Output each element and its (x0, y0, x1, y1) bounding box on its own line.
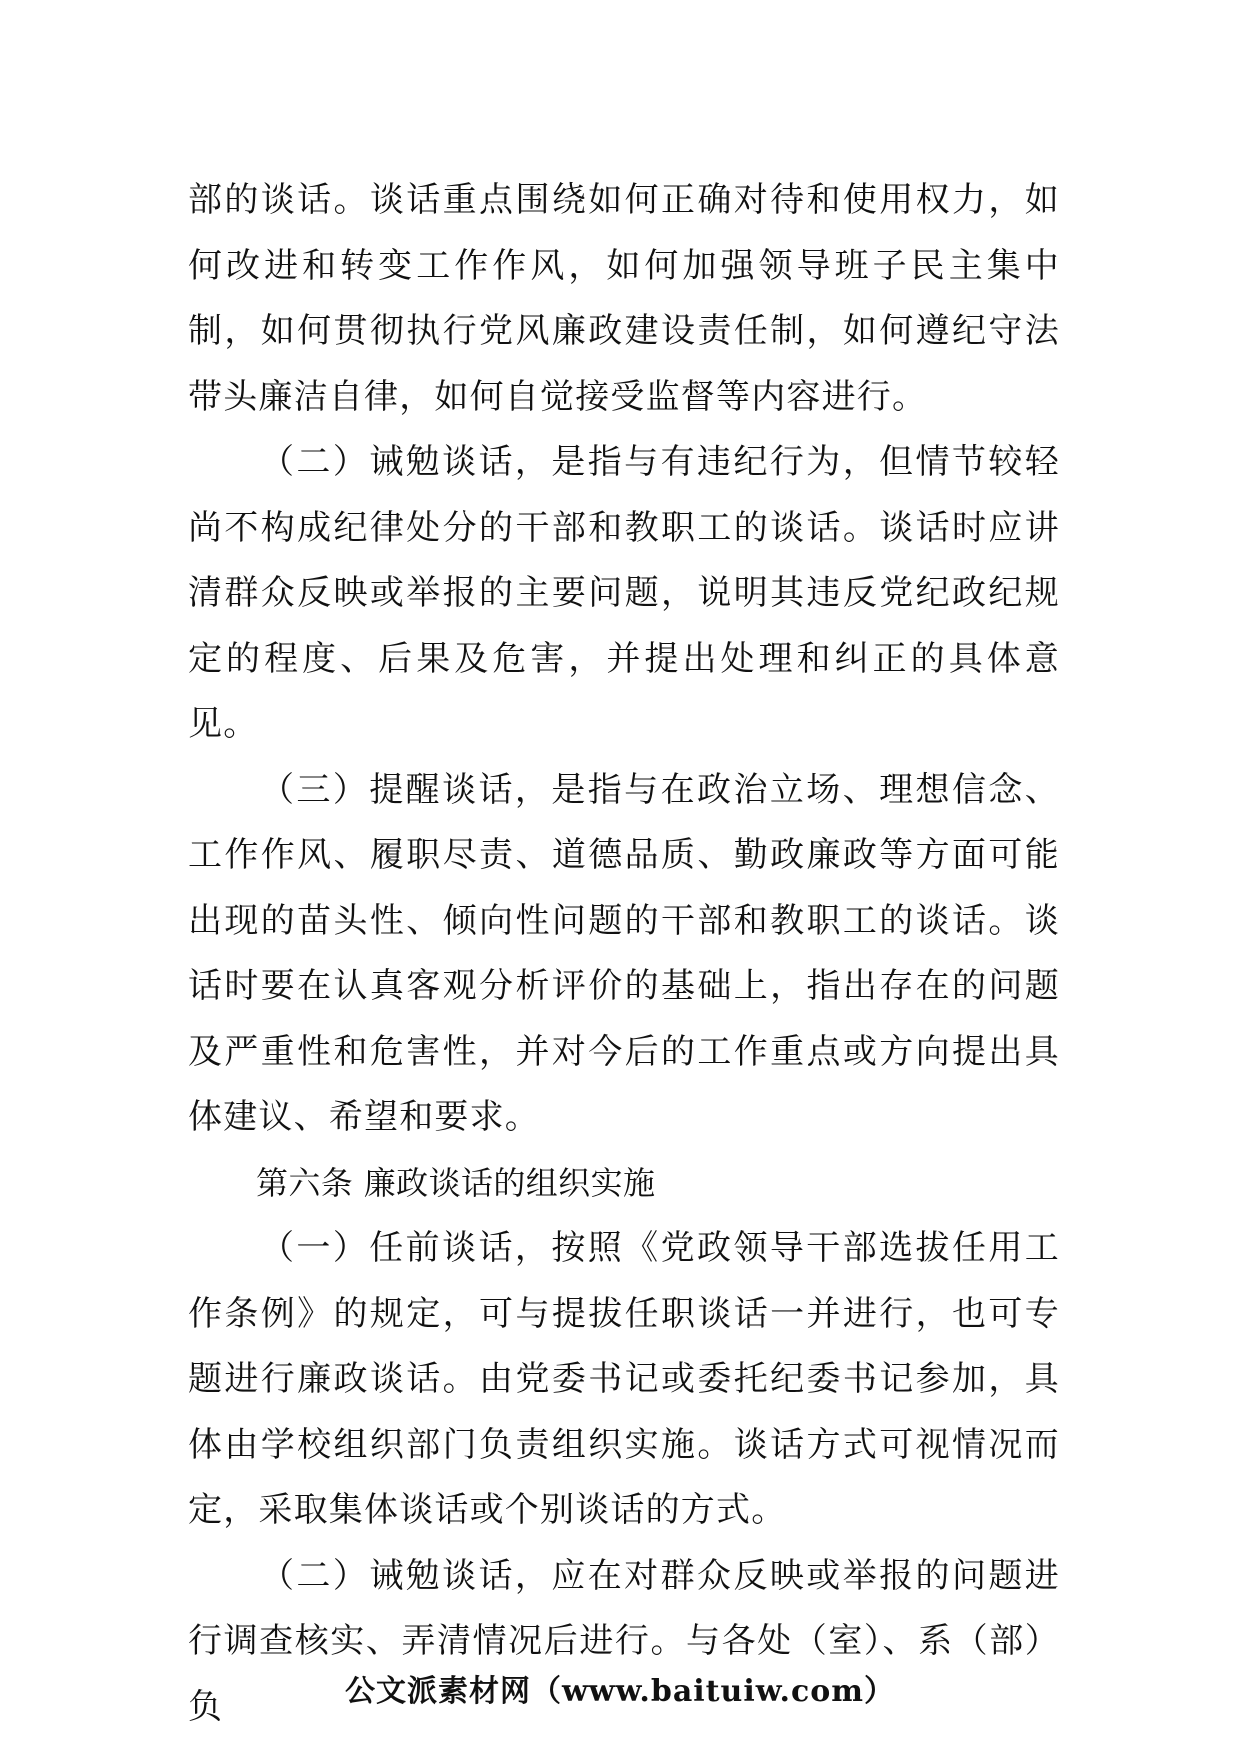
paragraph-admonition-implementation: （二）诫勉谈话，应在对群众反映或举报的问题进行调查核实、弄清情况后进行。与各处（室）、系（部）负 (188, 1555, 1060, 1727)
paragraph-continuation: 部的谈话。谈话重点围绕如何正确对待和使用权力，如何改进和转变工作作风，如何加强领导班子民主集中制，如何贯彻执行党风廉政建设责任制，如何遵纪守法带头廉洁自律，如何自觉接受监督等内容进行。 (188, 180, 1060, 417)
footer-watermark: 公文派素材网（www.baituiw.com） (344, 1674, 896, 1709)
paragraph-pre-appointment-talk: （一）任前谈话，按照《党政领导干部选拔任用工作条例》的规定，可与提拔任职谈话一并进行，也可专题进行廉政谈话。由党委书记或委托纪委书记参加，具体由学校组织部门负责组织实施。谈话方式可视情况而定，采取集体谈话或个别谈话的方式。 (188, 1228, 1060, 1530)
article-heading: 第六条 廉政谈话的组织实施 (256, 1163, 656, 1202)
document-body (188, 168, 1060, 1740)
paragraph-reminder-talk: （三）提醒谈话，是指与在政治立场、理想信念、工作作风、履职尽责、道德品质、勤政廉政等方面可能出现的苗头性、倾向性问题的干部和教职工的谈话。谈话时要在认真客观分析评价的基础上，指出存在的问题及严重性和危害性，并对今后的工作重点或方向提出具体建议、希望和要求。 (188, 769, 1060, 1137)
paragraph-admonition-talk: （二）诫勉谈话，是指与有违纪行为，但情节较轻尚不构成纪律处分的干部和教职工的谈话。谈话时应讲清群众反映或举报的主要问题，说明其违反党纪政纪规定的程度、后果及危害，并提出处理和纠正的具体意见。 (188, 442, 1060, 744)
